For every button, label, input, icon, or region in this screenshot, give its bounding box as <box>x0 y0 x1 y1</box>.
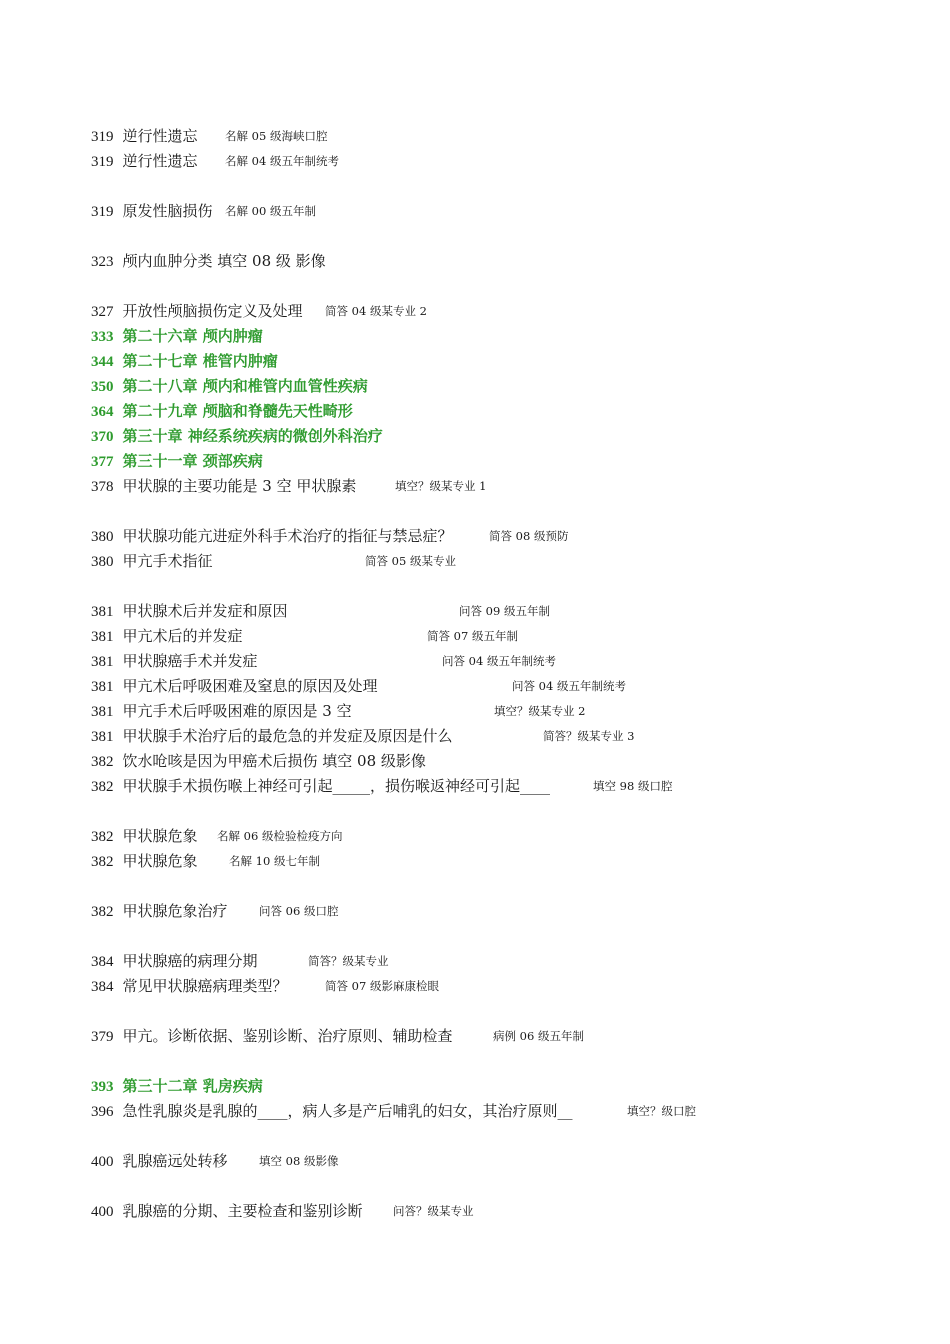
question-line <box>91 749 911 774</box>
question-line <box>91 849 911 874</box>
page-number: 381 <box>91 604 114 620</box>
question-text: 逆行性遗忘 <box>122 127 198 145</box>
question-text: 甲状腺癌的病理分期 <box>122 952 258 970</box>
exam-source-note: 简答 04 级某专业 2 <box>325 304 427 318</box>
page-number: 396 <box>91 1104 114 1120</box>
question-text: 急性乳腺炎是乳腺的____，病人多是产后哺乳的妇女，其治疗原则__ <box>122 1102 573 1120</box>
blank-line <box>91 499 911 524</box>
page-number: 382 <box>91 779 114 795</box>
question-text: 甲状腺危象 <box>122 827 198 845</box>
question-line <box>91 474 911 499</box>
document-body <box>91 124 911 1224</box>
exam-source-note: 简答 05 级某专业 <box>365 554 456 568</box>
question-text: 甲亢。诊断依据、鉴别诊断、治疗原则、辅助检查 <box>122 1027 453 1045</box>
page-number: 400 <box>91 1204 114 1220</box>
chapter-title: 第二十六章 颅内肿瘤 <box>122 327 263 345</box>
question-text: 甲状腺危象治疗 <box>122 902 228 920</box>
exam-source-note: 病例 06 级五年制 <box>493 1029 584 1043</box>
page-number: 381 <box>91 704 114 720</box>
exam-source-note: 简答 07 级五年制 <box>427 629 518 643</box>
chapter-title: 第二十七章 椎管内肿瘤 <box>122 352 278 370</box>
chapter-title: 第二十九章 颅脑和脊髓先天性畸形 <box>122 402 353 420</box>
chapter-title: 第二十八章 颅内和椎管内血管性疾病 <box>122 377 368 395</box>
page-number: 319 <box>91 154 114 170</box>
blank-line <box>91 874 911 899</box>
blank-line <box>91 1174 911 1199</box>
page-number: 323 <box>91 254 114 270</box>
question-text: 原发性脑损伤 <box>122 202 213 220</box>
question-line <box>91 199 911 224</box>
question-line <box>91 724 911 749</box>
question-text: 乳腺癌的分期、主要检查和鉴别诊断 <box>122 1202 363 1220</box>
question-text: 甲亢术后的并发症 <box>122 627 243 645</box>
question-line <box>91 299 911 324</box>
question-line <box>91 649 911 674</box>
page-number: 381 <box>91 629 114 645</box>
page-number: 380 <box>91 554 114 570</box>
exam-source-note: 名解 05 级海峡口腔 <box>225 129 328 143</box>
page-number: 381 <box>91 679 114 695</box>
question-text: 逆行性遗忘 <box>122 152 198 170</box>
page-number: 382 <box>91 904 114 920</box>
question-text: 甲状腺术后并发症和原因 <box>122 602 288 620</box>
page-number: 319 <box>91 204 114 220</box>
chapter-title: 第三十二章 乳房疾病 <box>122 1077 263 1095</box>
question-line <box>91 124 911 149</box>
exam-source-note: 填空？级某专业 2 <box>494 704 586 718</box>
question-line <box>91 824 911 849</box>
exam-source-note: 填空 98 级口腔 <box>593 779 673 793</box>
question-line <box>91 699 911 724</box>
blank-line <box>91 274 911 299</box>
question-text: 颅内血肿分类 填空 08 级 影像 <box>122 252 326 270</box>
page-number: 378 <box>91 479 114 495</box>
page-number: 381 <box>91 729 114 745</box>
question-text: 开放性颅脑损伤定义及处理 <box>122 302 303 320</box>
question-text: 甲状腺癌手术并发症 <box>122 652 258 670</box>
question-line <box>91 949 911 974</box>
question-line <box>91 1024 911 1049</box>
question-text: 甲状腺手术损伤喉上神经可引起_____，损伤喉返神经可引起____ <box>122 777 551 795</box>
exam-source-note: 名解 00 级五年制 <box>225 204 316 218</box>
exam-source-note: 简答？级某专业 <box>308 954 389 968</box>
page-number: 319 <box>91 129 114 145</box>
question-text: 甲亢手术后呼吸困难的原因是 3 空 <box>122 702 352 720</box>
page-number: 377 <box>91 454 114 470</box>
question-line <box>91 149 911 174</box>
question-text: 甲状腺危象 <box>122 852 198 870</box>
chapter-heading <box>91 1074 911 1099</box>
page-number: 393 <box>91 1079 114 1095</box>
question-line <box>91 524 911 549</box>
page-number: 400 <box>91 1154 114 1170</box>
page-number: 382 <box>91 829 114 845</box>
blank-line <box>91 999 911 1024</box>
question-line <box>91 774 911 799</box>
question-line <box>91 599 911 624</box>
chapter-title: 第三十章 神经系统疾病的微创外科治疗 <box>122 427 383 445</box>
page-number: 350 <box>91 379 114 395</box>
exam-source-note: 问答？级某专业 <box>393 1204 474 1218</box>
question-text: 乳腺癌远处转移 <box>122 1152 228 1170</box>
exam-source-note: 填空？级某专业 1 <box>395 479 487 493</box>
exam-source-note: 名解 10 级七年制 <box>229 854 320 868</box>
chapter-heading <box>91 324 911 349</box>
exam-source-note: 问答 06 级口腔 <box>259 904 339 918</box>
exam-source-note: 问答 04 级五年制统考 <box>442 654 556 668</box>
page-number: 344 <box>91 354 114 370</box>
page-number: 380 <box>91 529 114 545</box>
question-text: 甲状腺手术治疗后的最危急的并发症及原因是什么 <box>122 727 453 745</box>
page-number: 379 <box>91 1029 114 1045</box>
exam-source-note: 名解 06 级检验检疫方向 <box>217 829 343 843</box>
question-line <box>91 974 911 999</box>
question-line <box>91 249 911 274</box>
exam-source-note: 问答 09 级五年制 <box>459 604 550 618</box>
question-line <box>91 899 911 924</box>
chapter-heading <box>91 374 911 399</box>
page-number: 384 <box>91 954 114 970</box>
blank-line <box>91 574 911 599</box>
chapter-heading <box>91 349 911 374</box>
page-number: 382 <box>91 854 114 870</box>
question-line <box>91 1199 911 1224</box>
question-text: 甲亢术后呼吸困难及窒息的原因及处理 <box>122 677 378 695</box>
blank-line <box>91 1124 911 1149</box>
page-number: 382 <box>91 754 114 770</box>
blank-line <box>91 224 911 249</box>
question-line <box>91 1149 911 1174</box>
blank-line <box>91 174 911 199</box>
page-number: 333 <box>91 329 114 345</box>
question-line <box>91 549 911 574</box>
exam-source-note: 名解 04 级五年制统考 <box>225 154 339 168</box>
chapter-heading <box>91 449 911 474</box>
chapter-heading <box>91 424 911 449</box>
question-text: 饮水呛咳是因为甲癌术后损伤 填空 08 级影像 <box>122 752 426 770</box>
chapter-title: 第三十一章 颈部疾病 <box>122 452 263 470</box>
blank-line <box>91 924 911 949</box>
exam-source-note: 问答 04 级五年制统考 <box>512 679 626 693</box>
question-text: 甲状腺功能亢进症外科手术治疗的指征与禁忌症？ <box>122 527 453 545</box>
blank-line <box>91 799 911 824</box>
question-line <box>91 1099 911 1124</box>
page-number: 370 <box>91 429 114 445</box>
question-text: 甲状腺的主要功能是 3 空 甲状腺素 <box>122 477 357 495</box>
page-number: 364 <box>91 404 114 420</box>
exam-source-note: 填空？级口腔 <box>627 1104 696 1118</box>
question-line <box>91 624 911 649</box>
exam-source-note: 简答 08 级预防 <box>489 529 569 543</box>
exam-source-note: 简答 07 级影麻康检眼 <box>325 979 439 993</box>
question-line <box>91 674 911 699</box>
question-text: 甲亢手术指征 <box>122 552 213 570</box>
page-number: 327 <box>91 304 114 320</box>
page-number: 384 <box>91 979 114 995</box>
chapter-heading <box>91 399 911 424</box>
exam-source-note: 简答？级某专业 3 <box>543 729 635 743</box>
exam-source-note: 填空 08 级影像 <box>259 1154 339 1168</box>
question-text: 常见甲状腺癌病理类型？ <box>122 977 288 995</box>
blank-line <box>91 1049 911 1074</box>
page-number: 381 <box>91 654 114 670</box>
